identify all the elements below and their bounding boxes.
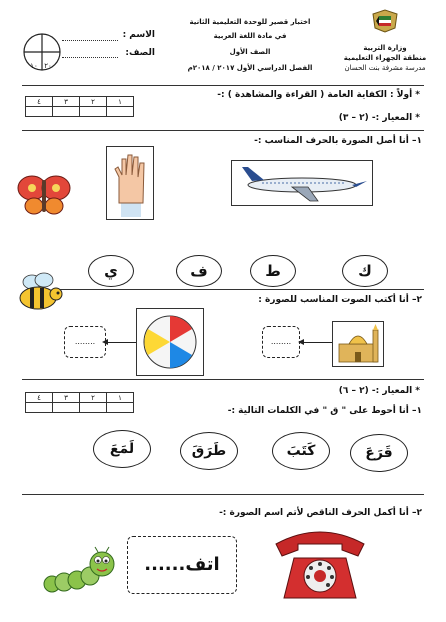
score-total-left: ١٠ (30, 62, 38, 70)
mosque-image (332, 321, 384, 367)
score-input-cell[interactable] (26, 107, 53, 117)
butterfly-image (16, 170, 72, 218)
section1-score-table (25, 96, 134, 117)
section2-criterion: * المعيار :- (٢ – ٦) (338, 386, 420, 396)
score-input-cell[interactable] (26, 403, 53, 413)
score-input-cell[interactable] (53, 403, 80, 413)
exam-title-1: اختبار قصير للوحدة التعليمية الثانية (189, 18, 311, 26)
name-field[interactable] (62, 40, 118, 41)
score-cell: ١ (107, 393, 134, 403)
score-cell: ٣ (53, 393, 80, 403)
fill-word-box[interactable] (127, 536, 237, 594)
letter-option[interactable]: ك (342, 255, 388, 287)
letter-option[interactable]: ف (176, 255, 222, 287)
section2-q1: ١– أنا أحوط على " ق " في الكلمات التالية :- (227, 406, 422, 416)
score-cell: ١ (107, 97, 134, 107)
answer-box-mosque[interactable] (262, 326, 300, 358)
exam-title-2: في مادة اللغة العربية (213, 32, 287, 40)
score-cell: ٣ (53, 97, 80, 107)
class-field[interactable] (62, 57, 118, 58)
score-input-cell[interactable] (80, 403, 107, 413)
word-option[interactable]: طَرَقَ (180, 432, 238, 470)
telephone-image (272, 524, 368, 604)
answer-placeholder: ........ (74, 337, 96, 346)
score-cell: ٢ (80, 393, 107, 403)
class-label: الصف: (125, 48, 155, 58)
word-option[interactable]: قَرَعَ (350, 434, 408, 472)
section1-q2: ٢– أنا أكتب الصوت المناسب للصورة : (258, 295, 422, 305)
caterpillar-image (40, 546, 116, 596)
answer-box-ball[interactable] (64, 326, 106, 358)
letter-option[interactable]: ي (88, 255, 134, 287)
arrow-ball (106, 342, 136, 343)
word-option[interactable]: كَتَبَ (272, 432, 330, 470)
answer-placeholder: ........ (270, 337, 292, 346)
grade-label: الصف الأول (229, 48, 271, 56)
arrow-mosque (302, 342, 332, 343)
section2-score-table (25, 392, 134, 413)
bee-image (10, 268, 66, 314)
term-label: الفصل الدراسي الأول ٢٠١٧ / ٢٠١٨م (187, 64, 313, 72)
fill-word: ......اتف (144, 554, 220, 575)
q-divider-1 (60, 289, 424, 290)
score-input-cell[interactable] (53, 107, 80, 117)
section1-q1: ١– أنا أصل الصورة بالحرف المناسب :- (254, 136, 422, 146)
score-cell: ٤ (26, 393, 53, 403)
section1-heading: * أولاً : الكفاية العامة ( القراءة والمشاهدة ) :- (217, 90, 420, 100)
score-input-cell[interactable] (107, 107, 134, 117)
score-total-right: ٢٠ (44, 62, 52, 70)
score-cell: ٢ (80, 97, 107, 107)
logo-caption-3: مدرسة مشرفة بنت الحسان (344, 64, 426, 72)
section-divider (22, 379, 424, 380)
logo-caption-1: وزارة التربية (363, 44, 407, 52)
logo-caption-2: منطقة الجهراء التعليمية (343, 54, 427, 62)
section2-q2: ٢– أنا أكمل الحرف الناقص لأتم اسم الصورة :- (219, 508, 422, 518)
section1-criterion: * المعيار :- (٢ – ٣) (338, 113, 420, 123)
score-input-cell[interactable] (107, 403, 134, 413)
score-input-cell[interactable] (80, 107, 107, 117)
word-option[interactable]: لَمَعَ (93, 430, 151, 468)
airplane-image (231, 160, 373, 206)
score-cell: ٤ (26, 97, 53, 107)
ministry-emblem (370, 8, 400, 34)
q-divider-2 (22, 494, 424, 495)
name-label: الاسم : (122, 30, 155, 40)
letter-option[interactable]: ط (250, 255, 296, 287)
header-divider (22, 85, 424, 86)
hand-image (106, 146, 154, 220)
ball-image (136, 308, 204, 376)
section1-divider (22, 130, 424, 131)
